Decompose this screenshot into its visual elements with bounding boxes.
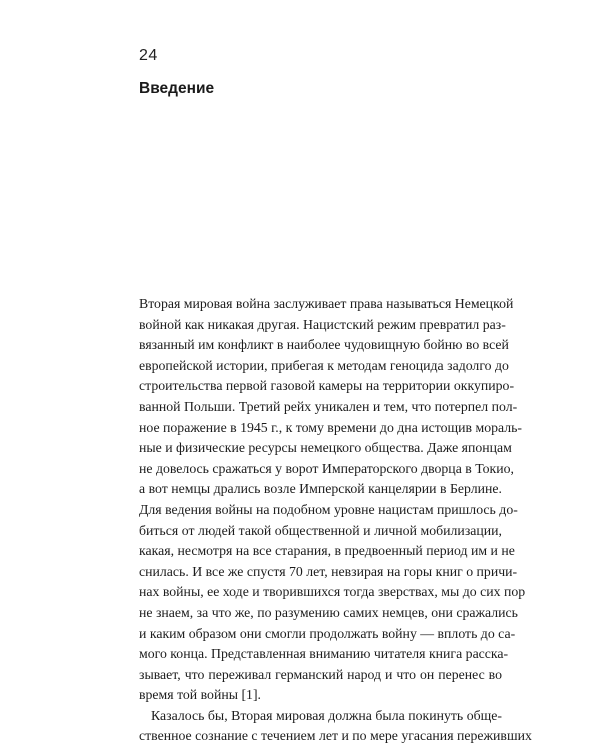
text-line: нах войны, ее ходе и творившихся тогда зверствах, мы до сих пор bbox=[139, 584, 526, 600]
text-line: европейской истории, прибегая к методам геноцида задолго до bbox=[139, 357, 509, 373]
text-line: не знаем, за что же, по разумению самих немцев, они сражались bbox=[139, 604, 518, 620]
text-line: войной как никакая другая. Нацистский режим превратил раз- bbox=[139, 316, 506, 332]
paragraph-2 bbox=[139, 706, 532, 747]
text-line: ственное сознание с течением лет и по мере угасания переживших bbox=[139, 728, 532, 744]
text-line: ное поражение в 1945 г., к тому времени до дна истощив мораль- bbox=[139, 419, 523, 435]
text-line: ные и физические ресурсы немецкого общества. Даже японцам bbox=[139, 440, 512, 456]
body-text bbox=[139, 294, 532, 747]
text-line: мого конца. Представленная вниманию читателя книга расска- bbox=[139, 646, 509, 662]
text-line: какая, несмотря на все старания, в предвоенный период им и не bbox=[139, 543, 515, 559]
page-number: 24 bbox=[139, 47, 158, 64]
text-line: вязанный им конфликт в наиболее чудовищную бойню во всей bbox=[139, 337, 509, 353]
text-line: строительства первой газовой камеры на территории оккупиро- bbox=[139, 378, 515, 394]
text-line: Вторая мировая война заслуживает права называться Немецкой bbox=[139, 296, 514, 311]
text-line: ванной Польши. Третий рейх уникален и тем, что потерпел пол- bbox=[139, 398, 518, 414]
paragraph-1 bbox=[139, 294, 526, 706]
text-line: не довелось сражаться у ворот Императорского дворца в Токио, bbox=[139, 460, 514, 476]
text-line: время той войны [1]. bbox=[139, 687, 261, 703]
text-line: Казалось бы, Вторая мировая должна была покинуть обще- bbox=[151, 707, 502, 723]
text-line: Для ведения войны на подобном уровне нацистам пришлось до- bbox=[139, 501, 518, 517]
text-line: а вот немцы дрались возле Имперской канцелярии в Берлине. bbox=[139, 481, 502, 497]
text-line: биться от людей такой общественной и личной мобилизации, bbox=[139, 522, 502, 538]
text-line: и каким образом они смогли продолжать войну — вплоть до са- bbox=[139, 625, 516, 641]
running-head-title: Введение bbox=[139, 80, 215, 97]
text-line: снилась. И все же спустя 70 лет, невзирая на горы книг о причи- bbox=[139, 563, 518, 579]
text-line: зывает, что переживал германский народ и что он перенес во bbox=[139, 666, 502, 682]
